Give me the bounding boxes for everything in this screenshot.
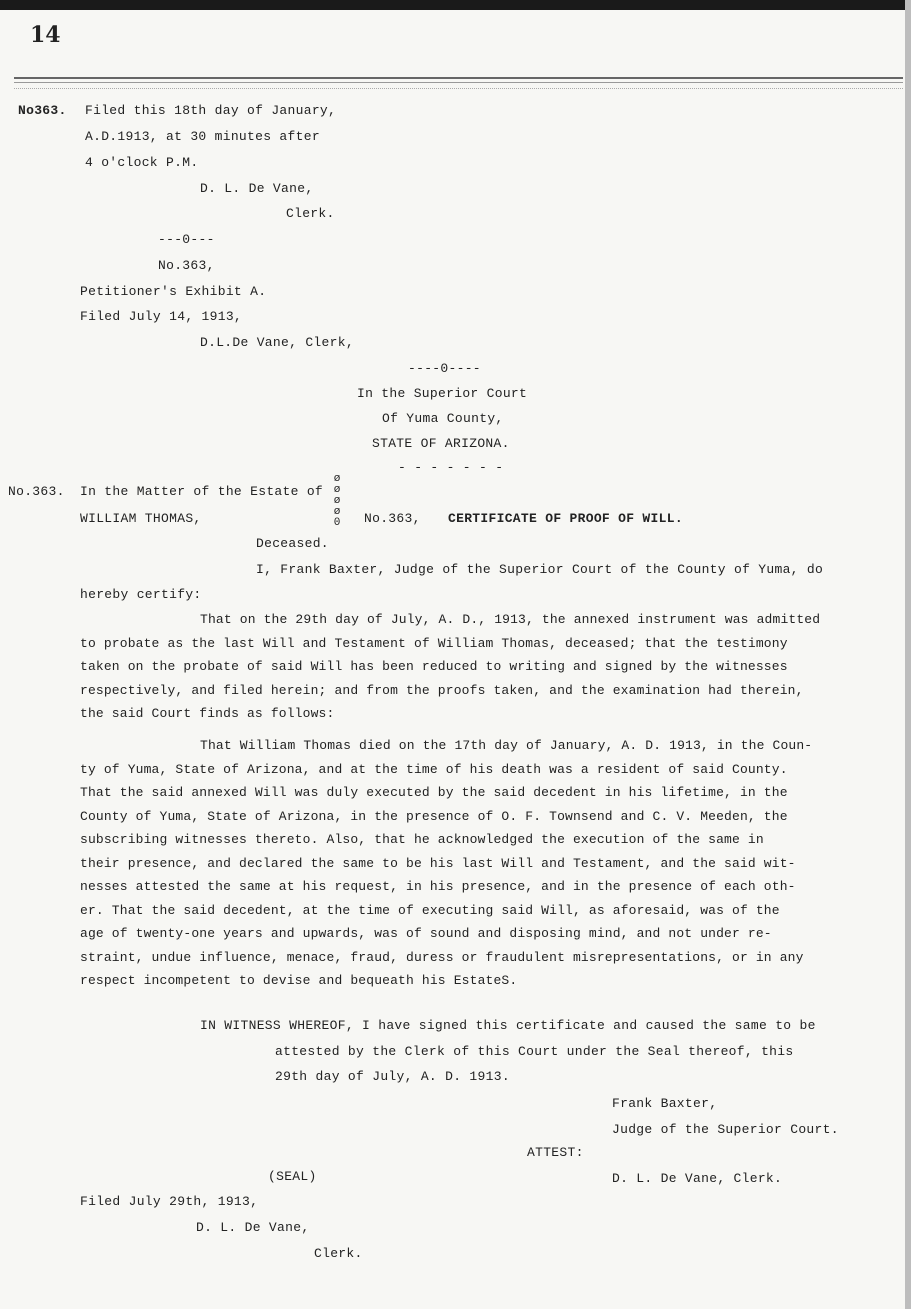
judge-signature: Frank Baxter,	[612, 1096, 718, 1111]
seal-label: (SEAL)	[268, 1169, 317, 1184]
separator: ----0----	[408, 361, 481, 376]
separator: ---0---	[158, 232, 215, 247]
paragraph-line: County of Yuma, State of Arizona, in the presence of O. F. Townsend and C. V. Meeden, the	[80, 808, 788, 824]
exhibit-filed: Filed July 14, 1913,	[80, 309, 243, 324]
scan-top-edge	[0, 0, 911, 10]
clerk-signature: D. L. De Vane, Clerk.	[612, 1171, 783, 1186]
certificate-paragraph-2	[80, 734, 850, 993]
case-status: Deceased.	[256, 536, 329, 551]
exhibit-label: Petitioner's Exhibit A.	[80, 284, 267, 299]
filing-signer: D. L. De Vane,	[200, 181, 314, 196]
court-heading-line: STATE OF ARIZONA.	[372, 436, 510, 451]
certificate-paragraph-1	[80, 608, 850, 726]
witness-clause-line: 29th day of July, A. D. 1913.	[275, 1069, 510, 1084]
header-rule-dotted	[14, 88, 903, 89]
final-signer: D. L. De Vane,	[196, 1220, 310, 1235]
paragraph-line: respect incompetent to devise and bequeath his EstateS.	[80, 973, 518, 988]
case-party: WILLIAM THOMAS,	[80, 511, 202, 526]
certificate-intro: I, Frank Baxter, Judge of the Superior Court of the County of Yuma, do	[256, 562, 824, 577]
filing-line: Filed this 18th day of January,	[85, 103, 337, 118]
exhibit-signer: D.L.De Vane, Clerk,	[200, 335, 354, 350]
witness-clause-line: IN WITNESS WHEREOF, I have signed this certificate and caused the same to be	[200, 1018, 816, 1033]
paragraph-line: taken on the probate of said Will has been reduced to writing and signed by the witnesses	[80, 659, 788, 674]
case-number: No.363.	[8, 484, 65, 499]
paragraph-line: straint, undue influence, menace, fraud, duress or fraudulent misrepresentations, or in any	[80, 949, 804, 965]
witness-clause-line: attested by the Clerk of this Court under the Seal thereof, this	[275, 1044, 794, 1059]
paragraph-line: their presence, and declared the same to be his last Will and Testament, and the said wit-	[80, 855, 796, 871]
attest-label: ATTEST:	[527, 1145, 584, 1160]
final-signer-title: Clerk.	[314, 1246, 363, 1261]
court-heading-line: Of Yuma County,	[382, 411, 504, 426]
paragraph-line: ty of Yuma, State of Arizona, and at the time of his death was a resident of said County.	[80, 761, 788, 777]
filing-line: 4 o'clock P.M.	[85, 155, 199, 170]
paragraph-line: nesses attested the same at his request, in his presence, and in the presence of each oth-	[80, 879, 796, 894]
paragraph-line: That William Thomas died on the 17th day of January, A. D. 1913, in the Coun-	[200, 738, 813, 753]
final-filed: Filed July 29th, 1913,	[80, 1194, 259, 1209]
paragraph-line: subscribing witnesses thereto. Also, that he acknowledged the execution of the same in	[80, 832, 764, 847]
paragraph-line: er. That the said decedent, at the time of executing said Will, as aforesaid, was of the	[80, 902, 780, 918]
paragraph-line: age of twenty-one years and upwards, was of sound and disposing mind, and not under re-	[80, 926, 772, 941]
header-rule-secondary	[14, 82, 903, 83]
header-rule	[14, 77, 903, 79]
paragraph-line: to probate as the last Will and Testament of William Thomas, deceased; that the testimony	[80, 635, 788, 651]
paragraph-line: respectively, and filed herein; and from the proofs taken, and the examination had therein,	[80, 682, 804, 698]
filing-signer-title: Clerk.	[286, 206, 335, 221]
document-title: CERTIFICATE OF PROOF OF WILL.	[448, 511, 683, 526]
certificate-intro: hereby certify:	[80, 587, 202, 602]
case-matter: In the Matter of the Estate of	[80, 484, 324, 499]
judge-title: Judge of the Superior Court.	[612, 1122, 839, 1137]
filing-line: A.D.1913, at 30 minutes after	[85, 129, 320, 144]
paragraph-line: the said Court finds as follows:	[80, 706, 335, 721]
scan-right-edge	[905, 0, 911, 1309]
filing-number: No363.	[18, 103, 67, 118]
paragraph-line: That on the 29th day of July, A. D., 1913, the annexed instrument was admitted	[200, 612, 821, 627]
caption-bracket: ø ø ø ø 0	[333, 473, 341, 529]
court-heading-line: In the Superior Court	[357, 386, 528, 401]
page-number: 14	[30, 22, 61, 48]
case-docket-number: No.363,	[364, 511, 421, 526]
separator: - - - - - - -	[398, 460, 504, 475]
exhibit-number: No.363,	[158, 258, 215, 273]
paragraph-line: That the said annexed Will was duly executed by the said decedent in his lifetime, in the	[80, 785, 788, 800]
